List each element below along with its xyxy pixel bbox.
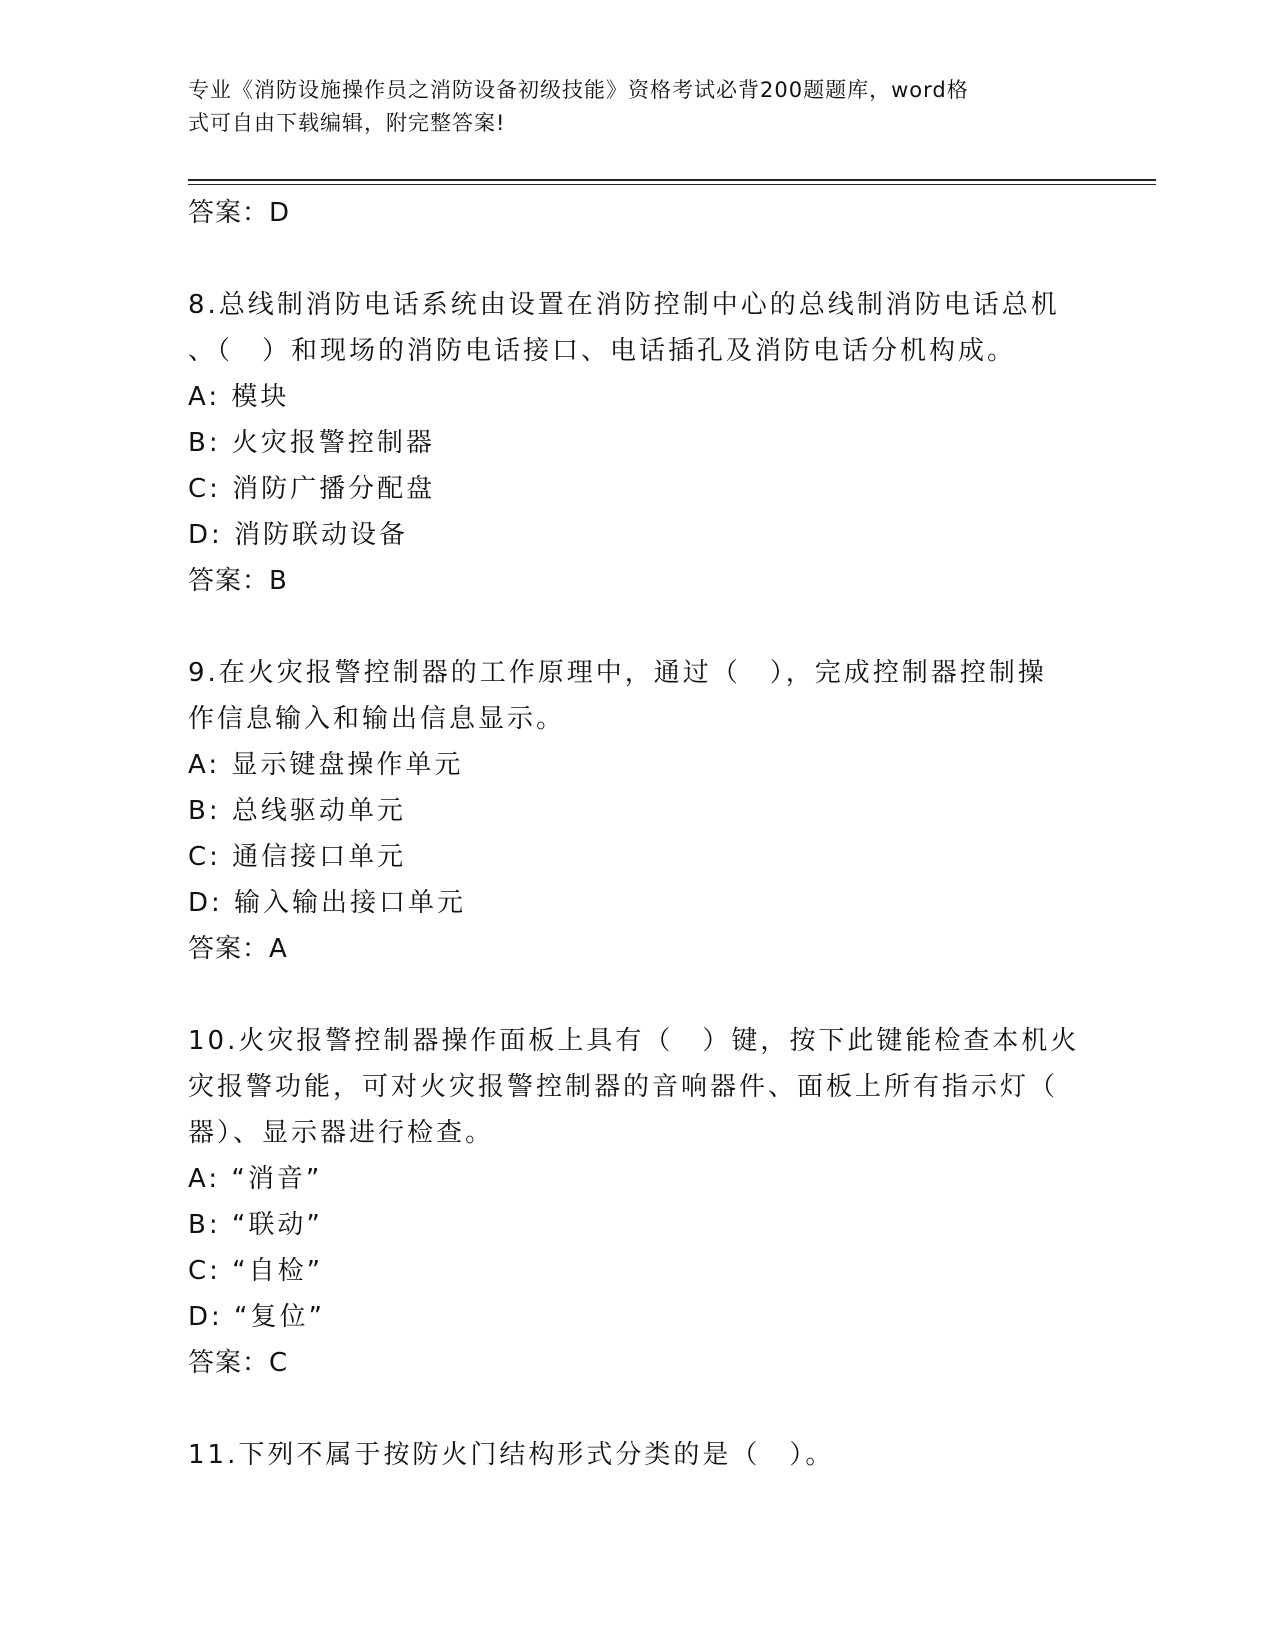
question-11 [188,1432,1088,1478]
option-a: A: “消音” [188,1164,323,1194]
question-9 [188,650,1088,972]
header-divider-thick [188,179,1156,181]
option-d: D: “复位” [188,1302,325,1332]
answer-line: 答案：C [188,1348,289,1378]
question-text: 10.火灾报警控制器操作面板上具有（ ）键，按下此键能检查本机火 [188,1026,1080,1056]
option-a: A: 显示键盘操作单元 [188,750,464,780]
option-d: D: 输入输出接口单元 [188,888,467,918]
option-c: C: 消防广播分配盘 [188,474,436,504]
question-text: 器）、显示器进行检查。 [188,1118,495,1148]
document-body [188,190,1088,1478]
question-text: 8.总线制消防电话系统由设置在消防控制中心的总线制消防电话总机 [188,290,1060,320]
question-text: 9.在火灾报警控制器的工作原理中，通过（ ），完成控制器控制操 [188,658,1047,688]
option-b: B: “联动” [188,1210,323,1240]
question-text: 灾报警功能，可对火灾报警控制器的音响器件、面板上所有指示灯（ [188,1072,1059,1102]
answer-line: 答案：B [188,566,288,596]
option-b: B: 火灾报警控制器 [188,428,435,458]
option-c: C: “自检” [188,1256,324,1286]
header-divider-thin [188,184,1156,185]
question-text: 、（ ）和现场的消防电话接口、电话插孔及消防电话分机构成。 [188,336,1017,366]
option-c: C: 通信接口单元 [188,842,407,872]
option-d: D: 消防联动设备 [188,520,409,550]
header-line-2: 式可自由下载编辑，附完整答案! [188,111,506,135]
question-text: 作信息输入和输出信息显示。 [188,704,566,734]
header-line-1: 专业《消防设施操作员之消防设备初级技能》资格考试必背200题题库，word格 [188,78,969,102]
question-8 [188,282,1088,604]
document-header [188,74,1068,140]
option-b: B: 总线驱动单元 [188,796,406,826]
question-text: 11.下列不属于按防火门结构形式分类的是（ ）。 [188,1440,835,1470]
question-10 [188,1018,1088,1386]
answer-line: 答案：D [188,198,291,228]
option-a: A: 模块 [188,382,290,412]
answer-line: 答案：A [188,934,288,964]
